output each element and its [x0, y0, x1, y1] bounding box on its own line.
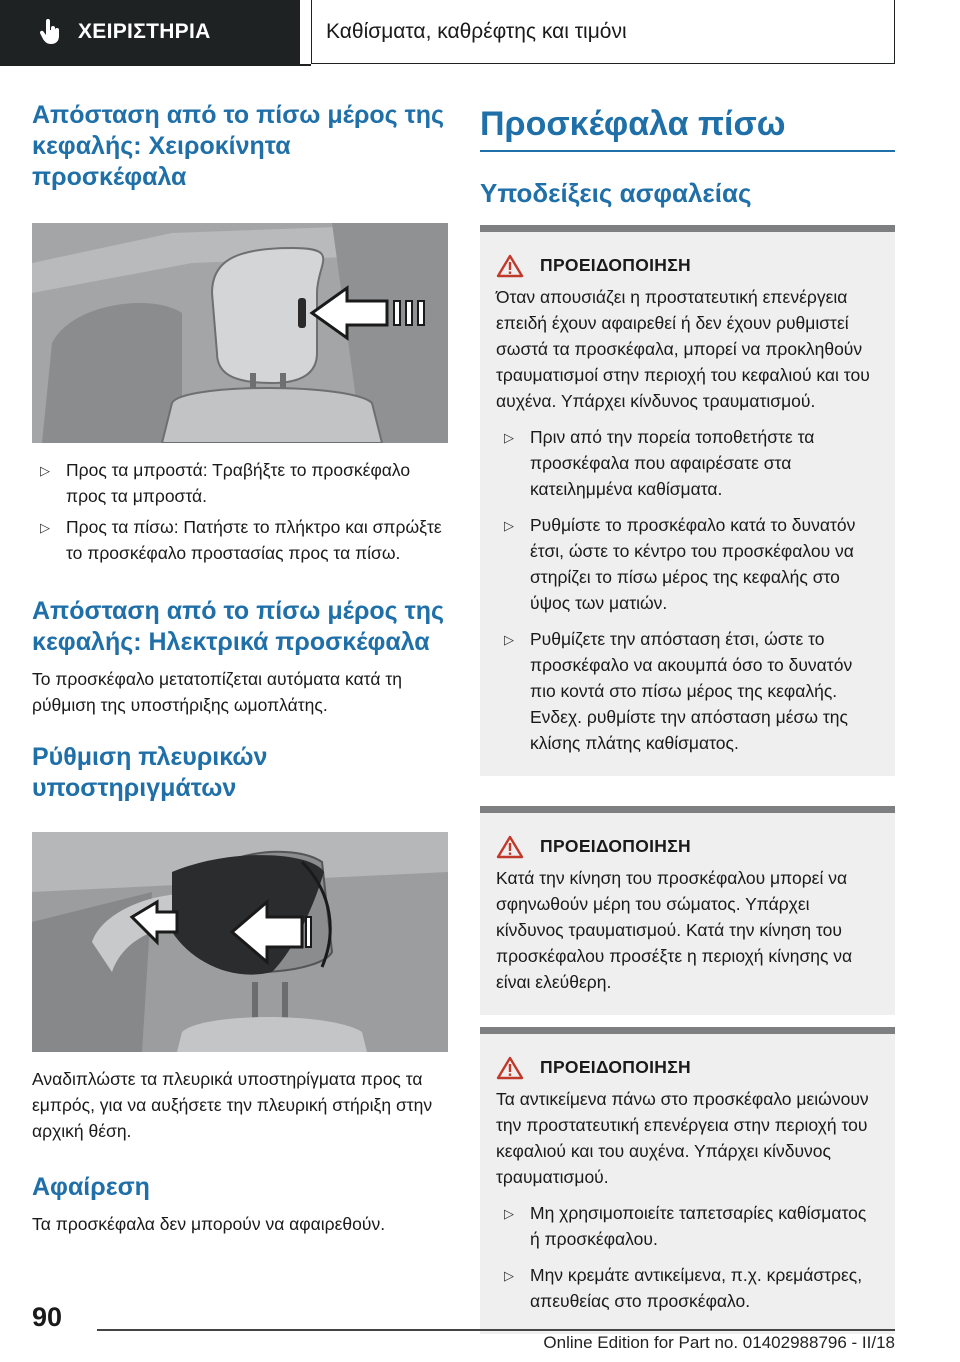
header-section-tab — [0, 0, 300, 64]
left-column — [32, 100, 448, 1237]
paragraph-removal: Τα προσκέφαλα δεν μπορούν να αφαιρεθούν. — [32, 1214, 386, 1234]
list-item: ▷ Ρυθμίζετε την απόσταση έτσι, ώστε το προσκέφαλο να ακουμπά όσο το δυνατόν πιο κοντά στο πίσω μέρος της κεφαλής. Ενδεχ. ρυθμίστε την απόσταση μέσω της κλίσης πλάτης καθίσματος. — [496, 626, 879, 756]
warning-box-1 — [480, 225, 895, 776]
right-column — [480, 100, 895, 1334]
warning-icon — [496, 1056, 524, 1080]
warning-text: Τα αντικείμενα πάνω στο προσκέφαλο μειώνουν την προστατευτική επενέργεια στην περιοχή του κεφαλιού και του αυχένα. Υπάρχει κίνδυνος τραυματισμού. — [496, 1088, 869, 1187]
heading-safety-notes: Υποδείξεις ασφαλείας — [480, 177, 752, 208]
step-triangle-icon: ▷ — [504, 631, 514, 647]
step-triangle-icon: ▷ — [504, 1205, 514, 1221]
step-triangle-icon: ▷ — [40, 520, 50, 535]
hand-pointer-icon — [40, 19, 62, 45]
warning-box-3 — [480, 1027, 895, 1334]
list-item: ▷ Μην κρεμάτε αντικείμενα, π.χ. κρεμάστρες, απευθείας στο προσκέφαλο. — [496, 1262, 879, 1314]
manual-headrest-illustration — [32, 223, 448, 443]
paragraph-side-supports: Αναδιπλώστε τα πλευρικά υποστηρίγματα προς τα εμπρός, για να αυξήσετε την πλευρική στήριξη στην αρχική θέση. — [32, 1069, 433, 1141]
list-item: ▷ Προς τα πίσω: Πατήστε το πλήκτρο και σπρώξτε το προσκέφαλο προστασίας προς τα πίσω. — [32, 514, 448, 566]
footer-edition: Online Edition for Part no. 01402988796 - II/18 — [543, 1333, 895, 1352]
warning-label: ΠΡΟΕΙΔΟΠΟΙΗΣΗ — [540, 255, 691, 275]
heading-removal: Αφαίρεση — [32, 1173, 150, 1201]
warning-text: Κατά την κίνηση του προσκέφαλου μπορεί να σφηνωθούν μέρη του σώματος. Υπάρχει κίνδυνος τραυματισμού. Κατά την κίνηση του προσκέφαλου προσέξτε η περιοχή κίνησης να είναι ελεύθερη. — [496, 867, 853, 992]
header-rule — [0, 64, 311, 66]
heading-rule — [480, 150, 895, 152]
step-triangle-icon: ▷ — [504, 1267, 514, 1283]
section-label: ΧΕΙΡΙΣΤΗΡΙΑ — [78, 20, 211, 43]
side-support-illustration — [32, 832, 448, 1052]
page-number: 90 — [32, 1302, 63, 1332]
list-item: ▷ Προς τα μπροστά: Τραβήξτε το προσκέφαλο προς τα μπροστά. — [32, 457, 448, 509]
manual-steps-list — [32, 457, 448, 566]
step-triangle-icon: ▷ — [40, 463, 50, 478]
warning-label: ΠΡΟΕΙΔΟΠΟΙΗΣΗ — [540, 1057, 691, 1077]
warning-icon — [496, 254, 524, 278]
heading-manual-headrests: Απόσταση από το πίσω μέρος της κεφαλής: Χειροκίνητα προσκέφαλα — [32, 101, 445, 191]
warning-text: Όταν απουσιάζει η προστατευτική επενέργεια επειδή έχουν αφαιρεθεί ή δεν έχουν ρυθμιστεί σωστά τα προσκέφαλα, μπορεί να προκληθούν τραυματισμοί στην περιοχή του κεφαλιού και του αυχένα. Υπάρχει κίνδυνος τραυματισμού. — [496, 286, 870, 411]
warning-label: ΠΡΟΕΙΔΟΠΟΙΗΣΗ — [540, 836, 691, 856]
chapter-title: Καθίσματα, καθρέφτης και τιμόνι — [326, 19, 627, 43]
step-triangle-icon: ▷ — [504, 517, 514, 533]
heading-side-supports: Ρύθμιση πλευρικών υποστηριγμάτων — [32, 743, 268, 802]
warning-icon — [496, 835, 524, 859]
heading-electric-headrests: Απόσταση από το πίσω μέρος της κεφαλής: Ηλεκτρικά προσκέφαλα — [32, 597, 445, 656]
heading-rear-headrests: Προσκέφαλα πίσω — [480, 105, 786, 143]
paragraph-electric: Το προσκέφαλο μετατοπίζεται αυτόματα κατά τη ρύθμιση της υποστήριξης ωμοπλάτης. — [32, 669, 402, 715]
warning-box-2 — [480, 806, 895, 1015]
list-item: ▷ Πριν από την πορεία τοποθετήστε τα προσκέφαλα που αφαιρέσατε στα κατειλημμένα καθίσματα. — [496, 424, 879, 502]
header-chapter-box — [311, 0, 895, 64]
step-triangle-icon: ▷ — [504, 429, 514, 445]
list-item: ▷ Μη χρησιμοποιείτε ταπετσαρίες καθίσματος ή προσκέφαλου. — [496, 1200, 879, 1252]
list-item: ▷ Ρυθμίστε το προσκέφαλο κατά το δυνατόν έτσι, ώστε το κέντρο του προσκέφαλου να στηρίζει το πίσω μέρος της κεφαλής στο ύψος των ματιών. — [496, 512, 879, 616]
footer-rule — [97, 1329, 895, 1331]
